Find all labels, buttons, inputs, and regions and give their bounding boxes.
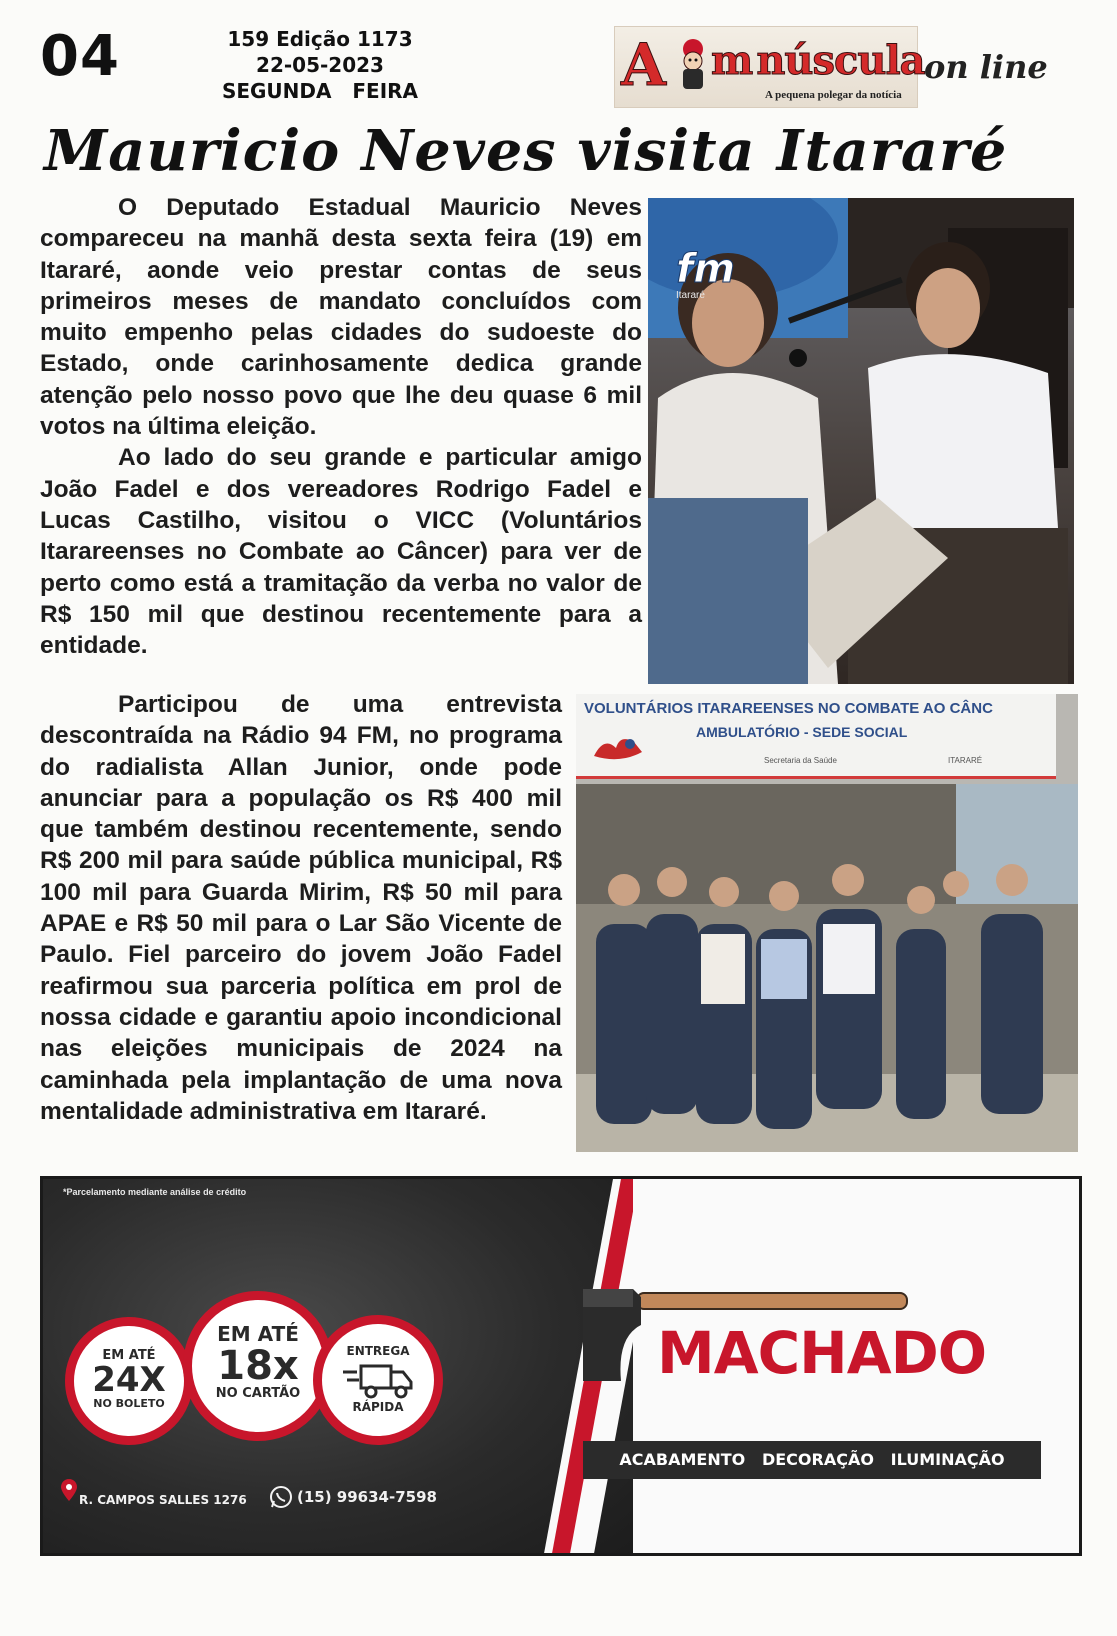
edition-date: 22-05-2023 (256, 53, 384, 77)
whatsapp-icon (269, 1485, 293, 1509)
online-label: on line (924, 48, 1048, 86)
edition-line: 159 Edição 1173 (227, 27, 413, 51)
badge-entrega (313, 1315, 443, 1445)
badge-cartao-bottom: NO CARTÃO (215, 1386, 301, 1401)
mascot-icon (673, 35, 713, 93)
badge-boleto (65, 1317, 193, 1445)
delivery-truck-icon (341, 1360, 415, 1400)
logo-letter-a: A (621, 31, 667, 99)
badge-cartao-big: 18x (217, 1343, 299, 1389)
edition-weekday: SEGUNDA FEIRA (221, 79, 419, 103)
badge-entrega-top: ENTREGA (346, 1344, 410, 1358)
article-column-top (40, 192, 642, 661)
badge-cartao (183, 1291, 333, 1441)
badge-boleto-top: EM ATÉ (102, 1348, 156, 1363)
vicc-group-photo (576, 694, 1078, 1152)
vicc-banner-small-left: Secretaria da Saúde (764, 756, 837, 765)
article-column-bottom (40, 689, 562, 1127)
logo-word-rest: núscula (756, 37, 925, 84)
vicc-banner-small-right: ITARARÉ (948, 756, 983, 765)
vicc-banner-line-2: AMBULATÓRIO - SEDE SOCIAL (696, 724, 908, 740)
page-number: 04 (40, 24, 120, 89)
machado-advertisement[interactable] (40, 1176, 1082, 1556)
ad-address: R. CAMPOS SALLES 1276 (79, 1493, 247, 1507)
article-headline: Mauricio Neves visita Itararé (44, 118, 1008, 184)
badge-cartao-top: EM ATÉ (217, 1322, 299, 1346)
badge-entrega-bottom: RÁPIDA (352, 1400, 404, 1414)
badge-boleto-big: 24X (92, 1360, 166, 1400)
logo-tagline: A pequena polegar da notícia (765, 89, 902, 101)
location-pin-icon (61, 1479, 77, 1501)
radio-interview-photo (648, 198, 1074, 684)
article-paragraph-3: Participou de uma entrevista descontraída na Rádio 94 FM, no programa do radialista Allan Junior, onde pode anunciar para a população os R$ 400 mil que também destinou recentemente, sendo R$ 200 mil para saúde pública municipal, R$ 100 mil para Guarda Mirim, R$ 50 mil para APAE e R$ 50 mil para o Lar São Vicente de Paulo. Fiel parceiro do jovem João Fadel reafirmou sua parceria política em prol de nossa cidade e garantiu apoio incondicional nas eleições municipais de 2024 na caminhada pela implantação de uma nova mentalidade administrativa em Itararé. (40, 691, 562, 1125)
badge-boleto-bottom: NO BOLETO (93, 1397, 165, 1410)
article-paragraph-2: Ao lado do seu grande e particular amigo João Fadel e dos vereadores Rodrigo Fadel e Lucas Castilho, visitou o VICC (Voluntários Itarareenses no Combate ao Câncer) para ver de perto como está a tramitação da verba no valor de R$ 150 mil que destinou recentemente para a entidade. (40, 444, 642, 660)
logo-m: m (711, 37, 753, 84)
station-city: Itararé (676, 290, 705, 301)
ad-fine-print: *Parcelamento mediante análise de crédito (63, 1187, 247, 1197)
newspaper-logo[interactable] (614, 26, 925, 108)
brand-tagline: ACABAMENTO DECORAÇÃO ILUMINAÇÃO (583, 1441, 1041, 1479)
ad-phone[interactable]: (15) 99634-7598 (297, 1488, 437, 1506)
article-paragraph-1: O Deputado Estadual Mauricio Neves compareceu na manhã desta sexta feira (19) em Itararé, aonde veio prestar contas de seus primeiros meses de mandato concluídos com muito empenho pelas cidades do sudoeste do Estado, onde carinhosamente dedica grande atenção pelo nosso povo que lhe deu quase 6 mil votos na última eleição. (40, 194, 642, 441)
vicc-banner (576, 694, 1056, 779)
vicc-logo-icon (590, 730, 646, 764)
vicc-banner-line-1: VOLUNTÁRIOS ITARAREENSES NO COMBATE AO CÂNC (584, 700, 993, 717)
logo-wordmark (711, 37, 925, 84)
edition-info (200, 26, 440, 104)
brand-name: MACHADO (657, 1319, 987, 1387)
station-logo: fm (676, 246, 736, 292)
